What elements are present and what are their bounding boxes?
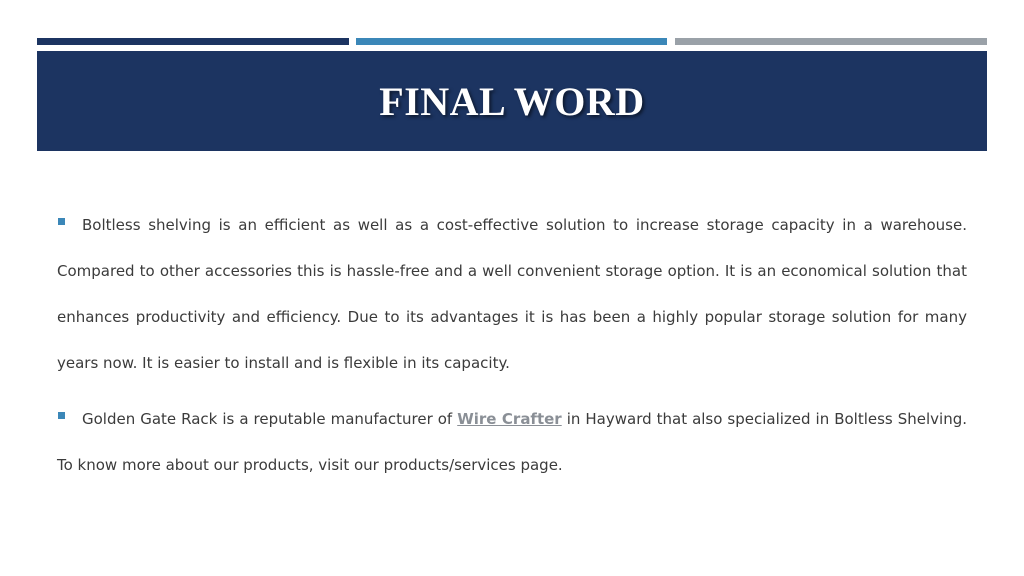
wire-crafter-link[interactable]: Wire Crafter xyxy=(457,410,562,428)
bullet-paragraph-1 xyxy=(57,202,967,386)
square-bullet-icon xyxy=(58,412,65,419)
slide-content xyxy=(57,202,967,498)
accent-bar-gray xyxy=(675,38,987,45)
bullet-text-2-before: Golden Gate Rack is a reputable manufacturer of xyxy=(82,410,458,428)
bullet-text-2-after: in Hayward that also specialized in Boltless Shelving. To know more about our products, visit our products/services page. xyxy=(57,410,968,474)
title-band xyxy=(37,51,987,151)
accent-bar-navy xyxy=(37,38,349,45)
square-bullet-icon xyxy=(58,218,65,225)
accent-bar-blue xyxy=(356,38,667,45)
bullet-paragraph-2 xyxy=(57,396,967,488)
bullet-text-1: Boltless shelving is an efficient as well as a cost-effective solution to increase storage capacity in a warehouse. Compared to other accessories this is hassle-free and a well convenient storage option. It is an economical solution that enhances productivity and efficiency. Due to its advantages it is has been a highly popular storage solution for many years now. It is easier to install and is flexible in its capacity. xyxy=(57,216,967,372)
slide-title: FINAL WORD xyxy=(379,78,645,124)
